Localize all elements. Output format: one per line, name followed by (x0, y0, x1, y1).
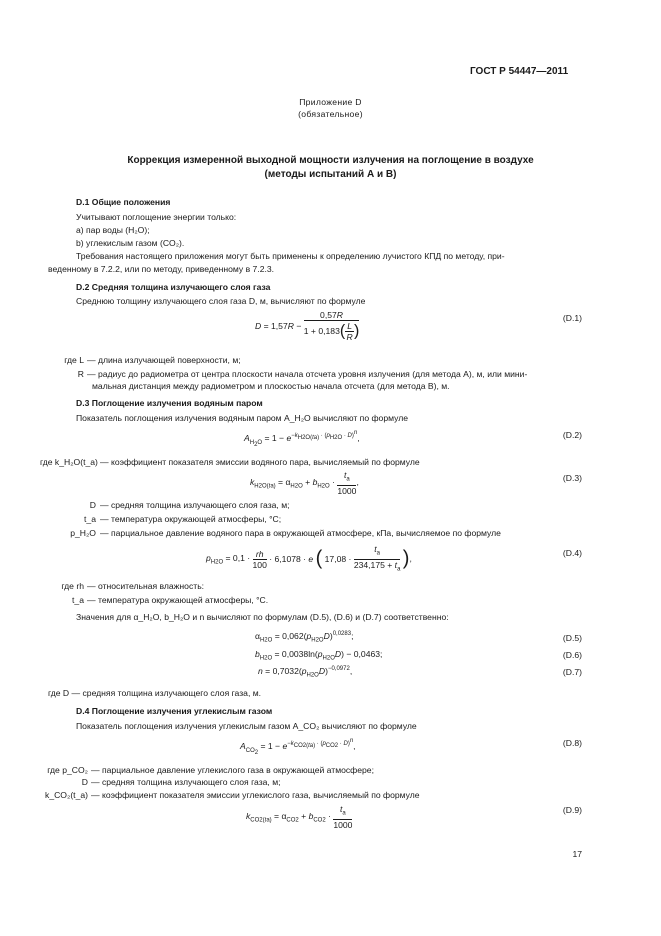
rh-description: — относительная влажность: (87, 581, 205, 591)
ta2-symbol: t_a (72, 595, 84, 605)
appendix-status: (обязательное) (298, 109, 363, 119)
formula-d7: $n = 0,7032(p_{H2O}D)^{-0,0972}$, (258, 666, 353, 679)
R-description-line1: — радиус до радиометра от центра плоскости начала отсчета уровня излучения (для метода А), м, или мини- (87, 369, 528, 379)
page-title-line2: (методы испытаний А и В) (264, 169, 397, 180)
formula-d5: $\alpha_{H2O} = 0,062(p_{H2O}D)^{0,0283}$; (255, 631, 354, 644)
section-heading-d1: D.1 Общие положения (76, 197, 171, 207)
formula-d4: $p_{H2O} = 0,1$ · $\frac{rh}{100}$ · 6,1078 · e ( 17,08 · $\frac{t_a}{234,175 + t_a}$ ), (206, 544, 412, 573)
d3-intro: Показатель поглощения излучения водяным паром A_H₂O вычисляют по формуле (76, 413, 409, 423)
L-description: — длина излучающей поверхности, м; (87, 355, 241, 365)
equation-number: (D.9) (562, 805, 582, 815)
k-co2-description: — коэффициент показателя эмиссии углекислого газа, вычисляемый по формуле (91, 790, 420, 800)
equation-number: (D.2) (562, 430, 582, 440)
d1-item-b: b) углекислым газом (CO₂). (76, 238, 185, 248)
p-h2o-description: — парциальное давление водяного пара в окружающей атмосфере, кПа, вычисляемое по формуле (100, 528, 501, 538)
section-heading-d3: D.3 Поглощение излучения водяным паром (76, 398, 263, 408)
ta-description: — температура окружающей атмосферы, °С; (100, 514, 282, 524)
page-title-line1: Коррекция измеренной выходной мощности излучения на поглощение в воздухе (127, 155, 534, 166)
d1-intro: Учитывают поглощение энергии только: (76, 212, 237, 222)
equation-number: (D.5) (562, 633, 582, 643)
D-description-co2: — средняя толщина излучающего слоя газа, м; (91, 777, 281, 787)
section-heading-d4: D.4 Поглощение излучения углекислым газом (76, 706, 273, 716)
where-rh: где rh (61, 581, 84, 591)
R-symbol: R (77, 369, 84, 379)
equation-number: (D.6) (562, 650, 582, 660)
page-number: 17 (572, 849, 582, 859)
k-co2-symbol: k_CO₂(t_a) (45, 790, 88, 800)
formula-d8: $A_{CO_2} = 1 - e^{-k_{CO2(ta)} \cdot (p_{CO2} \cdot D)^n}$, (240, 738, 356, 756)
d1-requirement-line1: Требования настоящего приложения могут быть применены к определению лучистого КПД по методу, при- (76, 251, 505, 261)
D-symbol: D (89, 500, 96, 510)
standard-number: ГОСТ Р 54447—2011 (470, 66, 569, 77)
formula-d2: $A_{H_2O} = 1 - e^{-k_{H2O(ta)} \cdot (p_{H2O} \cdot D)^n}$, (244, 430, 360, 448)
section-heading-d2: D.2 Средняя толщина излучающего слоя газа (76, 282, 271, 292)
D-symbol-co2: D (81, 777, 88, 787)
values-intro: Значения для α_H₂O, b_H₂O и n вычисляют по формулам (D.5), (D.6) и (D.7) соответственно: (76, 612, 449, 622)
formula-d3: $k_{H2O(ta)} = \alpha_{H2O} + b_{H2O}$ · $\frac{t_a}{1000}$ , (250, 470, 359, 496)
equation-number: (D.7) (562, 667, 582, 677)
where-k-h2o: где k_H₂O(t_a) (40, 457, 98, 467)
D-description: — средняя толщина излучающего слоя газа, м; (100, 500, 290, 510)
R-description-line2: мальная дистанция между радиометром и плоскостью начала отсчета (для метода В), м. (92, 381, 450, 391)
ta2-description: — температура окружающей атмосферы, °С. (87, 595, 269, 605)
D-where: где D — средняя толщина излучающего слоя газа, м. (48, 688, 262, 698)
d1-requirement-line2: веденному в 7.2.2, или по методу, приведенному в 7.2.3. (48, 264, 275, 274)
p-co2-description: — парциальное давление углекислого газа в окружающей атмосфере; (91, 765, 374, 775)
where-p-co2: где p_CO₂ (47, 765, 88, 775)
ta-symbol: t_a (84, 514, 96, 524)
equation-number: (D.3) (562, 473, 582, 483)
d2-intro: Среднюю толщину излучающего слоя газа D, м, вычисляют по формуле (76, 296, 366, 306)
formula-d9: $k_{CO2(ta)} = \alpha_{CO2} + b_{CO2}$ · $\frac{t_a}{1000}$ (246, 804, 353, 830)
equation-number: (D.4) (562, 548, 582, 558)
d4-intro: Показатель поглощения излучения углекислым газом A_CO₂ вычисляют по формуле (76, 721, 417, 731)
equation-number: (D.8) (562, 738, 582, 748)
d1-item-a: а) пар воды (H₂O); (76, 225, 150, 235)
formula-d6: $b_{H2O} = 0,0038\ln(p_{H2O}D) - 0,0463$; (255, 649, 383, 662)
equation-number: (D.1) (562, 313, 582, 323)
k-h2o-description: — коэффициент показателя эмиссии водяного пара, вычисляемый по формуле (100, 457, 420, 467)
formula-d1: D = 1,57R − 0,57R 1 + 0,183( $\frac{L}{R}$ ) (255, 310, 360, 342)
appendix-title: Приложение D (299, 97, 362, 107)
p-h2o-symbol: p_H₂O (70, 528, 96, 538)
where-L: где L (64, 355, 84, 365)
